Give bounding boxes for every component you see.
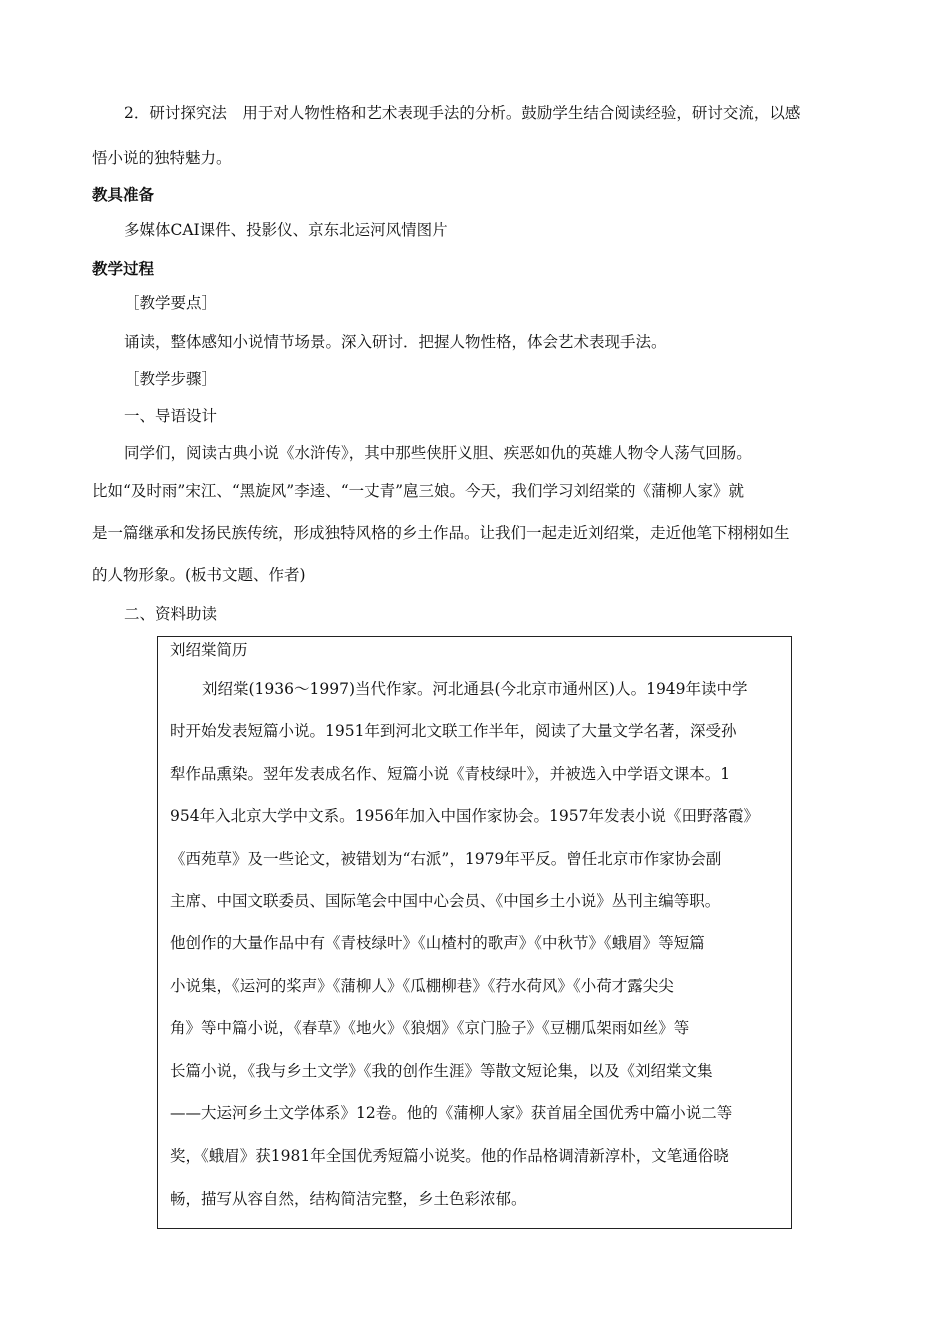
tools-text: 多媒体CAI课件、投影仪、京东北运河风情图片: [124, 221, 448, 239]
intro-line-2: 比如“及时雨”宋江、“黑旋风”李逵、“一丈青”扈三娘。今天，我们学习刘绍棠的《蒲柳人家》就: [92, 482, 745, 500]
steps-label: ［教学步骤］: [124, 370, 218, 388]
bio-line: 刘绍棠(1936～1997)当代作家。河北通县(今北京市通州区)人。1949年读中学: [202, 680, 748, 698]
step-one-title: 一、导语设计: [124, 407, 218, 425]
bio-line: 主席、中国文联委员、国际笔会中国中心会员、《中国乡土小说》丛刊主编等职。: [170, 892, 721, 910]
intro-line-4: 的人物形象。(板书文题、作者): [92, 566, 306, 584]
bio-line: 《西苑草》及一些论文，被错划为“右派”，1979年平反。曾任北京市作家协会副: [170, 850, 722, 868]
bio-line: 他创作的大量作品中有《青枝绿叶》《山楂村的歌声》《中秋节》《蛾眉》等短篇: [170, 934, 705, 952]
bio-line: 954年入北京大学中文系。1956年加入中国作家协会。1957年发表小说《田野落霞》: [170, 807, 759, 825]
key-points-label: ［教学要点］: [124, 294, 218, 312]
intro-line-1: 同学们，阅读古典小说《水浒传》，其中那些侠肝义胆、疾恶如仇的英雄人物令人荡气回肠。: [124, 444, 752, 462]
teaching-method-line-2: 悟小说的独特魅力。: [92, 149, 232, 167]
bio-line: 小说集，《运河的桨声》《蒲柳人》《瓜棚柳巷》《荇水荷风》《小荷才露尖尖: [170, 977, 674, 995]
teaching-method-line-1: 2．研讨探究法 用于对人物性格和艺术表现手法的分析。鼓励学生结合阅读经验，研讨交流，以感: [124, 104, 801, 122]
bio-line: 长篇小说，《我与乡土文学》《我的创作生涯》等散文短论集，以及《刘绍棠文集: [170, 1062, 713, 1080]
step-two-title: 二、资料助读: [124, 605, 218, 623]
bio-line: 畅，描写从容自然，结构简洁完整，乡土色彩浓郁。: [170, 1190, 527, 1208]
tools-heading: 教具准备: [92, 186, 155, 204]
bio-line: 奖，《蛾眉》获1981年全国优秀短篇小说奖。他的作品格调清新淳朴，文笔通俗晓: [170, 1147, 729, 1165]
bio-line: 角》等中篇小说，《春草》《地火》《狼烟》《京门脸子》《豆棚瓜架雨如丝》等: [170, 1019, 690, 1037]
process-heading: 教学过程: [92, 260, 155, 278]
bio-line: ——大运河乡土文学体系》12卷。他的《蒲柳人家》获首届全国优秀中篇小说二等: [170, 1104, 733, 1122]
key-points-text: 诵读，整体感知小说情节场景。深入研讨．把握人物性格，体会艺术表现手法。: [124, 333, 667, 351]
intro-line-3: 是一篇继承和发扬民族传统，形成独特风格的乡土作品。让我们一起走近刘绍棠，走近他笔下栩栩如生: [92, 524, 790, 542]
bio-line: 时开始发表短篇小说。1951年到河北文联工作半年，阅读了大量文学名著，深受孙: [170, 722, 737, 740]
bio-box-title: 刘绍棠简历: [170, 641, 248, 659]
bio-line: 犁作品熏染。翌年发表成名作、短篇小说《青枝绿叶》，并被选入中学语文课本。1: [170, 765, 731, 783]
